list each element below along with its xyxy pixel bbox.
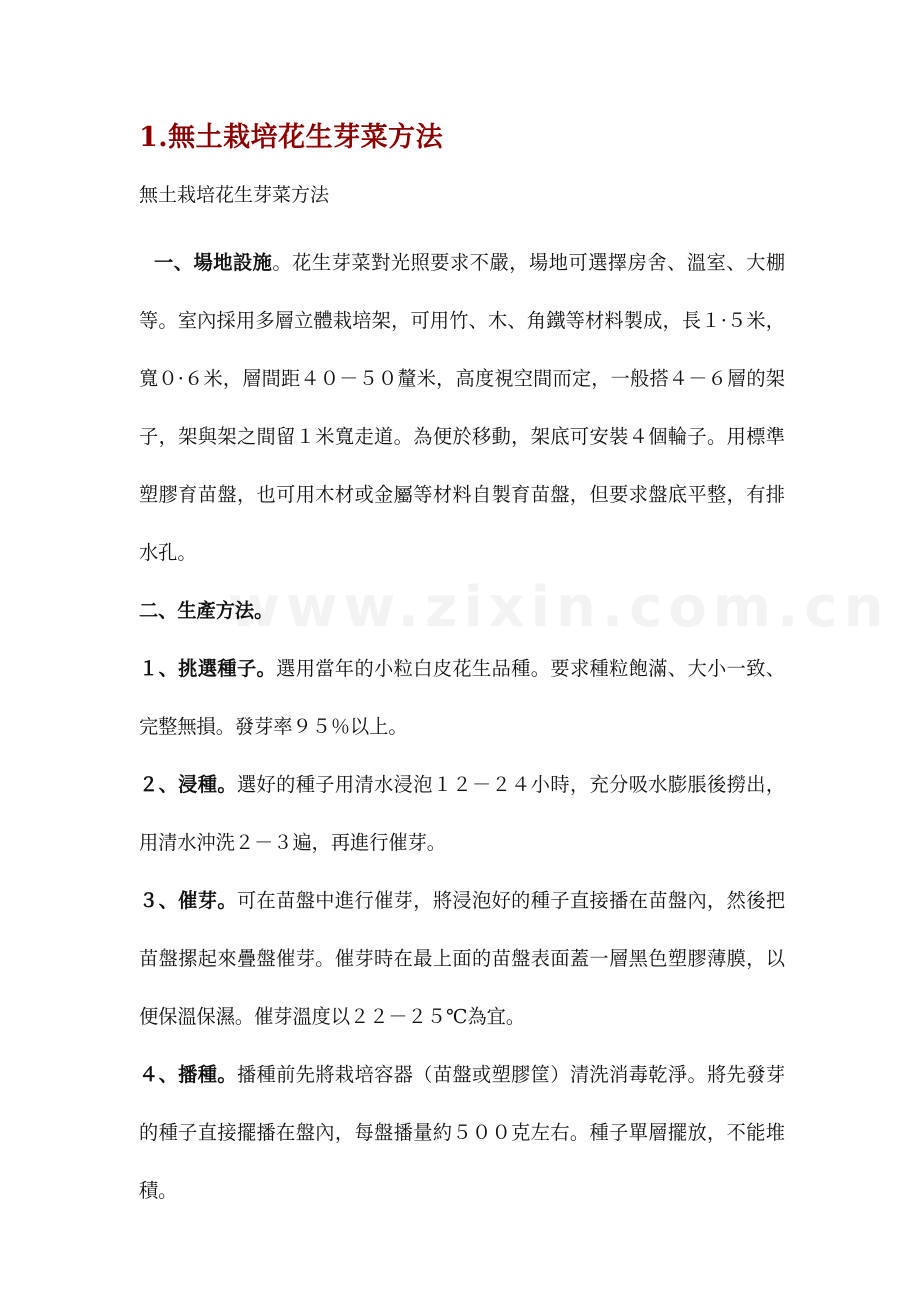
document-subtitle: 無土栽培花生芽菜方法 — [139, 184, 330, 206]
section-lead: ４、播種。 — [139, 1063, 237, 1086]
section-text: 可在苗盤中進行催芽，將浸泡好的種子直接播在苗盤內，然後把苗盤摞起來疊盤催芽。催芽時在最上面的苗盤表面蓋一層黑色塑膠薄膜，以便保溫保濕。催芽溫度以２２－２５℃為宜。 — [139, 889, 786, 1028]
section-seed-selection — [139, 640, 785, 756]
section-sowing — [139, 1046, 785, 1220]
document-body — [139, 234, 785, 1220]
section-lead: 一、場地設施 — [154, 251, 273, 274]
section-heading-production-method: 二、生產方法。 — [139, 599, 274, 622]
section-text: 選用當年的小粒白皮花生品種。要求種粒飽滿、大小一致、完整無損。發芽率９５％以上。 — [139, 657, 786, 738]
section-text: 。花生芽菜對光照要求不嚴，場地可選擇房舍、溫室、大棚等。室內採用多層立體栽培架，可用竹、木、角鐵等材料製成，長１·５米，寬０·６米，層間距４０－５０釐米，高度視空間而定，一般搭４－６層的架子，架與架之間留１米寬走道。為便於移動，架底可安裝４個輪子。用標準塑膠育苗盤，也可用木材或金屬等材料自製育苗盤，但要求盤底平整，有排水孔。 — [139, 251, 786, 564]
document-title: 1.無土栽培花生芽菜方法 — [139, 122, 444, 153]
section-lead: １、挑選種子。 — [139, 657, 277, 680]
section-text: 選好的種子用清水浸泡１２－２４小時，充分吸水膨脹後撈出，用清水沖洗２－３遍，再進行催芽。 — [139, 773, 786, 854]
section-text: 播種前先將栽培容器（苗盤或塑膠筐）清洗消毒乾淨。將先發芽的種子直接擺播在盤內，每盤播量約５００克左右。種子單層擺放，不能堆積。 — [139, 1063, 786, 1202]
section-lead: ３、催芽。 — [139, 889, 237, 912]
section-germination — [139, 872, 785, 1046]
section-site-facilities — [139, 234, 785, 582]
section-lead: ２、浸種。 — [139, 773, 237, 796]
section-soaking — [139, 756, 785, 872]
